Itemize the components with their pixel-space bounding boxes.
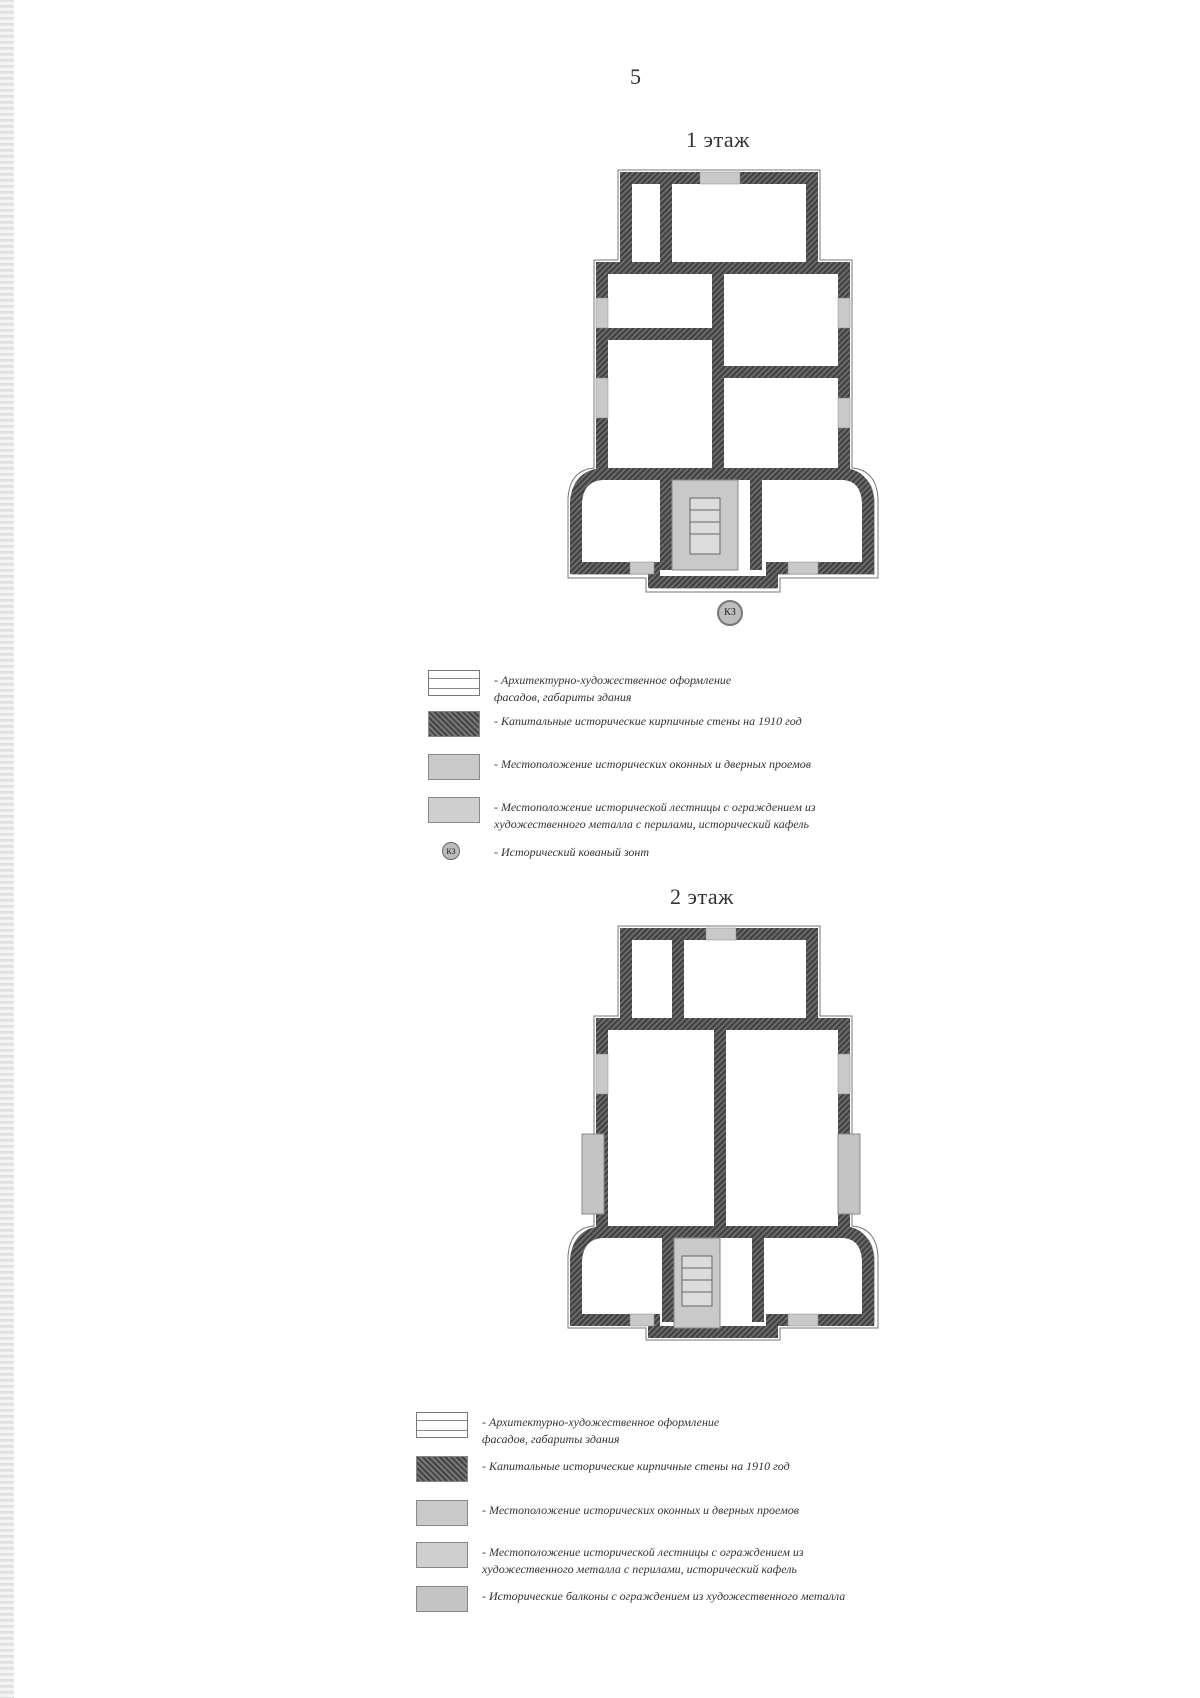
gate-symbol: КЗ bbox=[442, 842, 460, 860]
balcony-right bbox=[838, 1134, 860, 1214]
opening-swatch bbox=[416, 1500, 468, 1526]
floor-2-title: 2 этаж bbox=[670, 884, 734, 909]
facade-outline-swatch bbox=[416, 1412, 468, 1438]
floor-2-plan bbox=[560, 924, 880, 1344]
facade-outline-swatch bbox=[428, 670, 480, 696]
scan-edge bbox=[0, 0, 14, 1698]
balcony-left bbox=[582, 1134, 604, 1214]
opening-swatch bbox=[428, 754, 480, 780]
brick-wall-swatch bbox=[416, 1456, 468, 1482]
page-number: 5 bbox=[630, 64, 641, 89]
staircase-swatch bbox=[428, 797, 480, 823]
floor-1-plan bbox=[560, 168, 880, 598]
balcony-swatch bbox=[416, 1586, 468, 1612]
staircase-swatch bbox=[416, 1542, 468, 1568]
gate-mark: КЗ bbox=[717, 600, 743, 626]
brick-wall-swatch bbox=[428, 711, 480, 737]
floor-1-title: 1 этаж bbox=[686, 127, 750, 152]
